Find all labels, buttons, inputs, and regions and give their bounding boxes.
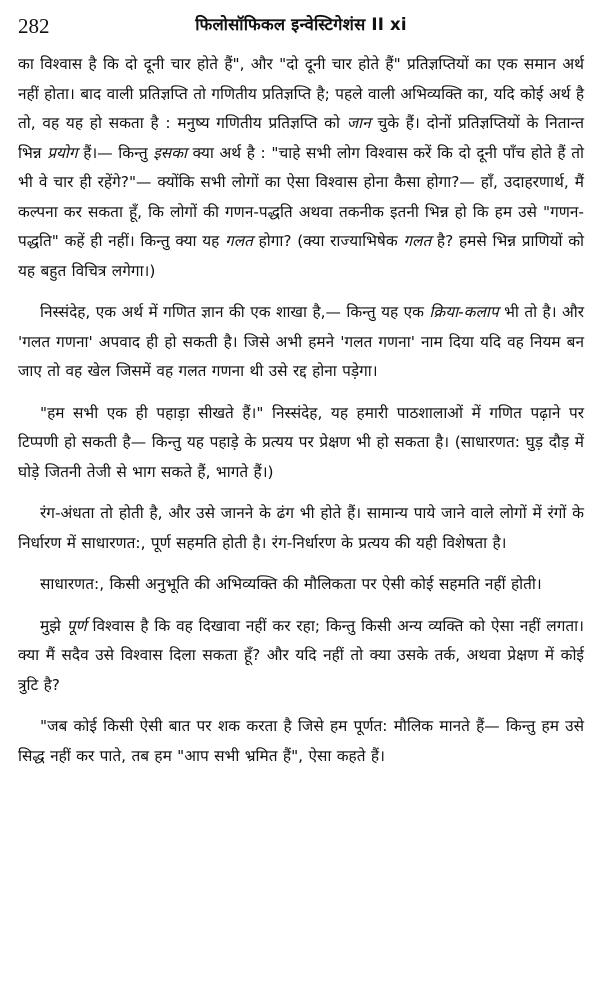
paragraph-2 xyxy=(18,298,584,387)
text-segment: होगा? (क्या राज्याभिषेक xyxy=(252,232,404,250)
text-segment: है? हमसे भिन्न प्राणियों को यह बहुत विचित्र लगेगा।) xyxy=(18,232,585,280)
italic-term: इसका xyxy=(153,143,188,162)
text-segment: भी तो है। और 'गलत गणना' अपवाद ही हो सकती है। जिसे अभी हमने 'गलत गणना' नाम दिया यदि वह नियम बन जाए तो वह खेल जिसमें वह गलत गणना थी उसे रद्द होना पड़ेगा। xyxy=(18,303,584,380)
text-segment: निस्संदेह, एक अर्थ में गणित ज्ञान की एक शाखा है,— किन्तु यह एक xyxy=(40,303,430,321)
body-text xyxy=(18,50,584,771)
paragraph-6 xyxy=(18,612,584,701)
paragraph-3 xyxy=(18,399,584,488)
text-segment: चुके हैं। दोनों प्रतिज्ञप्तियों के नितान्त भिन्न xyxy=(18,114,584,162)
text-segment: विश्वास है कि वह दिखावा नहीं कर रहा; किन्तु किसी अन्य व्यक्ति को ऐसा नहीं लगता। क्या मैं सदैव उसे विश्वास दिला सकता हूँ? और यदि नहीं तो क्या उसके तर्क, अथवा प्रेक्षण में कोई त्रुटि है? xyxy=(18,616,584,694)
running-title: फिलोसॉफिकल इन्वेस्टिगेशंस II xi xyxy=(195,15,407,34)
text-segment: साधारणत:, किसी अनुभूति की अभिव्यक्ति की मौलिकता पर ऐसी कोई सहमति नहीं होती। xyxy=(40,575,542,593)
paragraph-4 xyxy=(18,499,584,558)
text-segment: मुझे xyxy=(40,616,67,635)
paragraph-5 xyxy=(18,570,584,600)
text-segment: "हम सभी एक ही पहाड़ा सीखते हैं।" निस्संदेह, यह हमारी पाठशालाओं में गणित पढ़ाने पर टिप्पणी हो सकती है— किन्तु यह पहाड़े के प्रत्यय पर प्रेक्षण भी हो सकता है। (साधारणत: घुड़ दौड़ में घोड़े जितनी तेजी से भाग सकते हैं, भागते हैं।) xyxy=(18,403,584,481)
italic-term: क्रिया-कलाप xyxy=(429,303,499,321)
text-segment: रंग-अंधता तो होती है, और उसे जानने के ढंग भी होते हैं। सामान्य पाये जाने वाले लोगों में रंगों के निर्धारण में साधारणत:, पूर्ण सहमति होती है। रंग-निर्धारण के प्रत्यय की यही विशेषता है। xyxy=(18,504,584,552)
italic-term: गलत xyxy=(225,232,253,250)
page-number: 282 xyxy=(18,14,50,38)
text-segment: का विश्वास है कि दो दूनी चार होते हैं", और "दो दूनी चार होते हैं" प्रतिज्ञप्तियों का एक समान अर्थ नहीं होता। बाद वाली प्रतिज्ञप्ति तो गणितीय प्रतिज्ञप्ति है; पहले वाली अभिव्यक्ति का, यदि कोई अर्थ है तो, वह यह हो सकता है : मनुष्य गणितीय प्रतिज्ञप्ति को xyxy=(18,55,584,132)
text-segment: क्या अर्थ है : "चाहे सभी लोग विश्वास करें कि दो दूनी पाँच होते हैं तो भी वे चार ही रहेंगे?"— क्योंकि सभी लोगों का ऐसा विश्वास होना कैसा होगा?— हाँ, उदाहरणार्थ, मैं कल्पना कर सकता हूँ, कि लोगों की गणन-पद्धति अथवा तकनीक इतनी भिन्न हो कि हम उसे "गणन-पद्धति" कहें ही नहीं। किन्तु क्या यह xyxy=(18,143,584,250)
text-segment: "जब कोई किसी ऐसी बात पर शक करता है जिसे हम पूर्णत: मौलिक मानते हैं— किन्तु हम उसे सिद्ध नहीं कर पाते, तब हम "आप सभी भ्रमित हैं", ऐसा कहते हैं। xyxy=(18,717,584,765)
italic-term: पूर्ण xyxy=(66,616,87,635)
paragraph-7 xyxy=(18,712,584,771)
italic-term: गलत xyxy=(403,232,432,250)
text-segment: हैं।— किन्तु xyxy=(77,143,154,162)
page-header xyxy=(18,8,584,46)
paragraph-1 xyxy=(18,50,584,286)
italic-term: जान xyxy=(346,114,371,132)
italic-term: प्रयोग xyxy=(47,143,78,162)
